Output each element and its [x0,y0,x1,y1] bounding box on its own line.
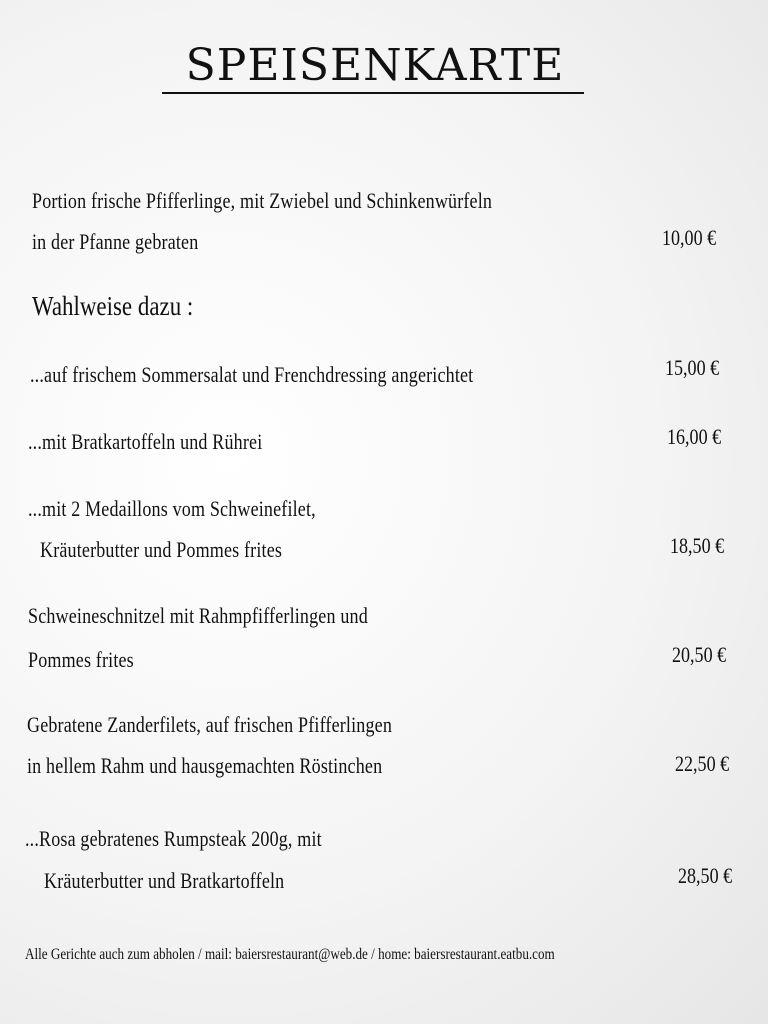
menu-item-5-price: 22,50 € [675,751,730,776]
menu-item-3-line2: Kräuterbutter und Pommes frites [40,537,283,562]
menu-item-6-line2: Kräuterbutter und Bratkartoffeln [44,868,285,893]
menu-item-6-price: 28,50 € [678,863,733,888]
menu-item-4-line1: Schweineschnitzel mit Rahmpfifferlingen und [28,603,368,628]
menu-item-1-price: 15,00 € [665,355,720,380]
menu-item-5-line1: Gebratene Zanderfilets, auf frischen Pfifferlingen [27,712,393,737]
page-title: SPEISENKARTE [185,40,565,91]
menu-item-0-price: 10,00 € [662,225,717,250]
menu-item-5-line2: in hellem Rahm und hausgemachten Röstinchen [27,753,383,778]
menu-item-1-line1: ...auf frischem Sommersalat und Frenchdressing angerichtet [30,362,474,387]
menu-item-4-price: 20,50 € [672,642,727,667]
footer-contact: Alle Gerichte auch zum abholen / mail: baiersrestaurant@web.de / home: baiersrestaurant.eatbu.com [25,946,555,963]
section-heading: Wahlweise dazu : [32,291,194,321]
menu-item-3-price: 18,50 € [670,533,725,558]
menu-item-2-line1: ...mit Bratkartoffeln und Rührei [28,429,263,454]
menu-item-2-price: 16,00 € [667,424,722,449]
menu-item-0-line1: Portion frische Pfifferlinge, mit Zwiebel und Schinkenwürfeln [32,188,493,213]
title-underline [162,92,584,94]
menu-item-4-line2: Pommes frites [28,647,134,672]
menu-item-0-line2: in der Pfanne gebraten [32,229,199,254]
menu-item-3-line1: ...mit 2 Medaillons vom Schweinefilet, [28,496,316,521]
menu-item-6-line1: ...Rosa gebratenes Rumpsteak 200g, mit [25,826,322,851]
